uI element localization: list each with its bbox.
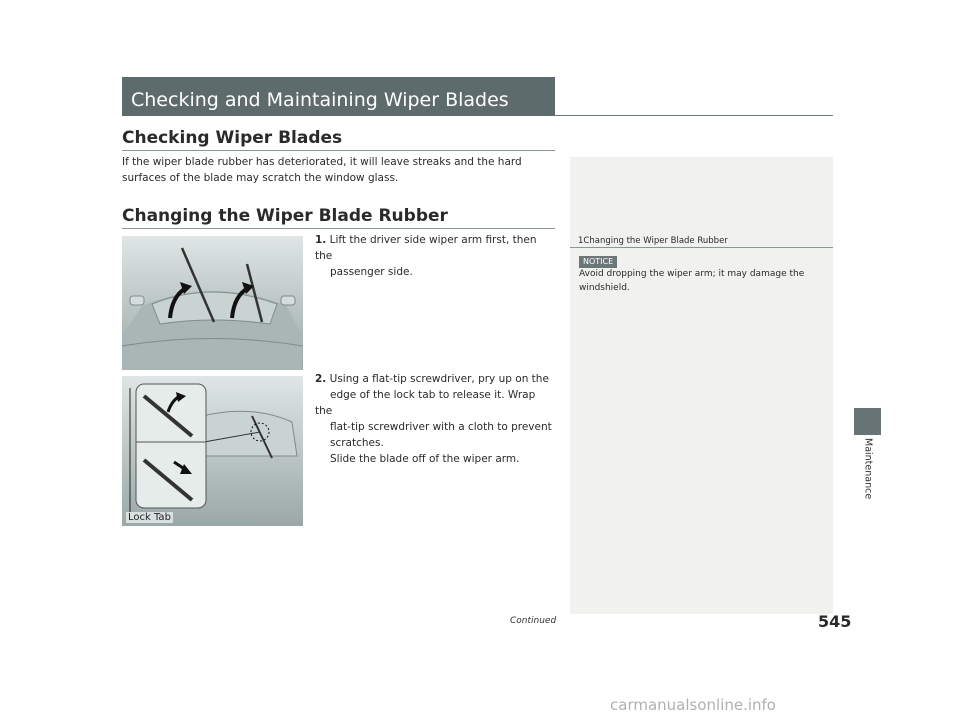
step-1 (315, 232, 555, 280)
step-2 (315, 371, 555, 467)
figure-lift-wiper-arms (122, 236, 303, 370)
step-2-line-1: Using a flat-tip screwdriver, pry up on the (329, 373, 549, 385)
side-note-panel (570, 157, 833, 614)
step-2-line-2: edge of the lock tab to release it. Wrap the (315, 389, 536, 417)
section-title: Checking and Maintaining Wiper Blades (131, 89, 509, 111)
continued-label: Continued (510, 616, 557, 626)
checking-heading: Checking Wiper Blades (122, 128, 343, 148)
step-2-line-5: Slide the blade off of the wiper arm. (330, 453, 520, 465)
lock-tab-label: Lock Tab (128, 512, 171, 523)
lock-tab-illustration (122, 376, 303, 526)
side-note-title: Changing the Wiper Blade Rubber (583, 236, 728, 246)
notice-line-1: Avoid dropping the wiper arm; it may damage the (579, 269, 805, 279)
changing-rule (122, 228, 555, 229)
step-1-line-1: Lift the driver side wiper arm first, then the (315, 234, 537, 262)
notice-badge: NOTICE (579, 256, 617, 268)
checking-body: If the wiper blade rubber has deteriorated, it will leave streaks and the hard surfaces of the blade may scratch the window glass. (122, 156, 522, 184)
step-1-number: 1. (315, 234, 327, 246)
step-2-number: 2. (315, 373, 327, 385)
section-tab-marker (854, 408, 881, 435)
step-2-line-4: scratches. (330, 437, 384, 449)
watermark: carmanualsonline.info (610, 696, 776, 714)
notice-line-2: windshield. (579, 282, 630, 293)
changing-heading: Changing the Wiper Blade Rubber (122, 206, 448, 226)
banner-rule (555, 115, 833, 116)
page-number: 545 (818, 612, 852, 631)
side-note-heading (570, 235, 833, 247)
checking-rule (122, 150, 555, 151)
section-banner (122, 77, 555, 116)
step-1-line-2: passenger side. (330, 266, 413, 278)
section-tab-label: Maintenance (862, 438, 874, 500)
car-front-illustration (122, 236, 303, 370)
figure-lock-tab (122, 376, 303, 526)
side-note-rule (570, 247, 833, 248)
step-2-line-3: flat-tip screwdriver with a cloth to prevent (330, 421, 552, 433)
side-note-marker: 1 (578, 236, 584, 246)
notice-text (579, 268, 819, 295)
